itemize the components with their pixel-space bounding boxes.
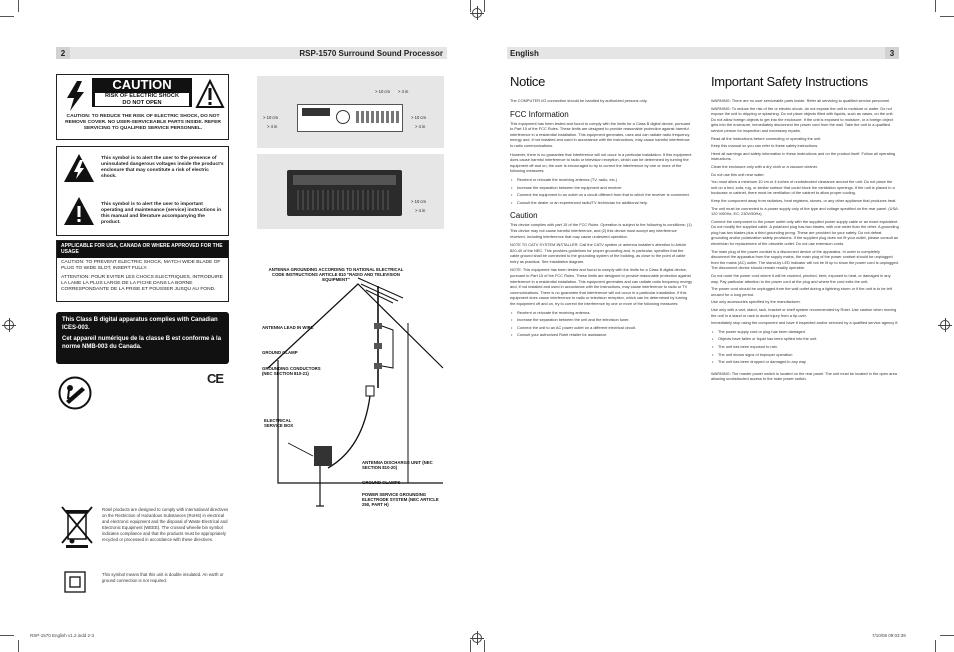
caution-p1: This device complies with part 15 of the FCC Rules. Operation is subject to the following to conditions: (1) This device may not cause harmful interference, and (2) this device must accept any interference received, including interference that may cause undesired operation. <box>510 222 692 239</box>
catv-paragraph: NOTE TO CATV SYSTEM INSTALLER: Call the CATV system or antenna installer's attention to Article 820-40 of the NEC. This provides guidelines for proper grounding and, in particular, specifies that the cable ground shall be connected to the grounding system of the building, as close to the point of cable entry as practical. See installation diagram. <box>510 242 687 264</box>
right-clearance-in: > 4 in <box>415 124 426 129</box>
fcc-bullet: • Increase the separation between the equipment and receiver <box>510 185 693 191</box>
note-bullet: • Consult your authorized Rotel retailer for assistance. <box>510 332 693 338</box>
ground-clamps-label: GROUND CLAMPS <box>362 480 401 485</box>
safety-paragraph: The power cord should be unplugged from the wall outlet during a lightning storm or if the unit is to be left unused for a long period. <box>711 286 892 297</box>
safety-paragraph: Immediately stop using the component and have it inspected and/or serviced by a qualified service agency if: <box>711 320 899 326</box>
right-clearance: > 10 cm <box>411 115 427 120</box>
crop-mark <box>935 640 936 652</box>
crop-mark <box>940 16 954 17</box>
applicable-box <box>56 240 229 302</box>
safety-bullet: • Objects have fallen or liquid has been spilled into the unit. <box>711 336 899 342</box>
side-clearance: > 10 cm <box>411 199 427 204</box>
fcc-bullet: • Reorient or relocate the receiving antenna (TV, radio, etc.) <box>510 177 693 183</box>
caution-sub1: RISK OF ELECTRIC SHOCK <box>95 93 189 100</box>
safety-paragraph: WARNING: To reduce the risk of fire or electric shock, do not expose the unit to moisture or water. Do not expose the unit to dripping or splashing. Do not place objects filled with liquids, such as vases, on the unit. Do not allow foreign objects to get into the enclosure. If the unit is exposed to moisture, or a foreign object gets into the enclosure, immediately disconnect the power cord from the wall. Take the unit to a qualified service person for inspection and necessary repairs. <box>711 105 894 133</box>
lightning-triangle-icon <box>63 153 95 183</box>
crop-mark <box>0 635 14 636</box>
antenna-lead-in-label: ANTENNA LEAD IN WIRE <box>262 325 314 330</box>
left-running-header: RSP-1570 Surround Sound Processor <box>299 48 443 58</box>
footer-left: RSP-1570 English v1.2.indd 2-3 <box>30 633 95 638</box>
fcc-p1: This equipment has been tested and found to comply with the limits for a Class B digital device, pursuant to Part 15 of the FCC Rules. These limits are designed to provide reasonable protection against harmful interference in a residential installation. This equipment generates, uses and can radiate radio frequency energy and, if not installed and used in accordance with the instructions, may cause harmful interference to radio communications. <box>510 120 691 148</box>
top-clearance-in: > 4 in <box>398 89 409 94</box>
footer-right: 7/10/08 09:03:39 <box>872 633 906 638</box>
safety-paragraph: You must allow a minimum 10 cm or 4 inches of unobstructed clearance around the unit. Do not place the unit on a bed, sofa, rug, or similar surface that could block the ventilation openings. If the unit is placed in a bookcase or cabinet, there must be ventilation of the cabinet to allow proper cooling. <box>711 179 895 196</box>
safety-final-warning: WARNING: The master power switch is located on the rear panel. The unit must be located in the open area allowing unobstructed access to the main power switch. <box>711 370 897 382</box>
unit-front-view <box>297 104 403 132</box>
exclamation-symbol-text: This symbol is to alert the user to important operating and maintenance (service) instructions in this manual and literature accompanying the product. <box>101 202 222 225</box>
caution-label-box <box>92 78 192 107</box>
crop-mark <box>470 640 471 652</box>
safety-paragraph: Keep the component away from radiators, heat registers, stoves, or any other appliance that produces heat. <box>711 197 897 203</box>
service-box-label: ELECTRICAL SERVICE BOX <box>264 418 294 429</box>
notice-title: Notice <box>510 74 546 89</box>
caution-box <box>56 74 229 140</box>
volume-knob <box>336 110 350 124</box>
applicable-head: APPLICABLE FOR USA, CANADA OR WHERE APPROVED FOR THE USAGE <box>57 241 228 258</box>
safety-paragraph: Keep this manual so you can refer to these safety instructions. <box>711 143 819 149</box>
bolt-symbol-text: This symbol is to alert the user to the presence of uninsulated dangerous voltages inside the product's enclosure that may constitute a risk of electric shock. <box>101 156 224 179</box>
safety-paragraph: Read all the instructions before connecting or operating the unit. <box>711 135 822 141</box>
safety-paragraph: Heed all warnings and safety information in these instructions and on the product itself. Follow all operating instructions. <box>711 150 896 162</box>
unit-vents <box>297 190 392 210</box>
caution-title: CAUTION <box>112 77 172 92</box>
grounding-conductors-label: GROUNDING CONDUCTORS (NEC SECTION 810-21) <box>262 366 321 377</box>
power-grounding-label: POWER SERVICE GROUNDING ELECTRODE SYSTEM (NEC ARTICLE 250, PART H) <box>362 492 439 508</box>
right-header-bar <box>507 47 899 59</box>
registration-mark-icon <box>472 633 482 643</box>
unit-top-panel <box>293 175 396 185</box>
crop-mark <box>0 16 14 17</box>
cart-tipover-icon <box>58 376 92 410</box>
safety-paragraph: The main plug of the power cordset is a disconnect device of the apparatus. In order to completely disconnect the apparatus from the supply mains, the main plug of the power cordset should be unplugged from the mains (AC) outlet. The stand-by LED indicator will not be lit up to show the power cord is unplugged. The disconnect device should remain readily operable. <box>711 248 899 271</box>
double-insulated-icon <box>64 571 86 593</box>
symbols-box <box>56 146 229 236</box>
crop-mark <box>935 0 936 12</box>
crossed-wheelie-bin-icon <box>60 505 94 549</box>
left-clearance-in: > 4 in <box>267 124 278 129</box>
unit-perspective-view <box>287 170 402 216</box>
lightning-bolt-icon <box>63 79 89 113</box>
left-clearance: > 10 cm <box>263 115 279 120</box>
safety-paragraph: WARNING: There are no user serviceable parts inside. Refer all servicing to qualified service personnel. <box>711 98 891 103</box>
crop-mark <box>470 0 471 12</box>
ce-mark: CE <box>207 371 224 386</box>
safety-paragraph: Do not use this unit near water. <box>711 171 765 177</box>
caution-sub2: DO NOT OPEN <box>95 100 189 107</box>
applicable-caution: CAUTION: TO PREVENT ELECTRIC SHOCK, MATCH WIDE BLADE OF PLUG TO WIDE SLOT, INSERT FULLY. <box>61 260 221 271</box>
side-clearance-in: > 4 in <box>415 208 426 213</box>
exclamation-triangle-icon <box>195 79 225 109</box>
right-running-header: English <box>510 48 539 58</box>
left-header-bar <box>56 47 447 59</box>
top-clearance: > 10 cm <box>375 89 391 94</box>
registration-mark-icon <box>472 8 482 18</box>
registration-mark-icon <box>4 320 14 330</box>
grounding-title: ANTENNA GROUNDING ACCORDING TO NATIONAL ELECTRICAL CODE INSTRUCTIONS ARTICLE 810 "RADIO AND TELEVISION EQUIPMENT" <box>268 267 404 283</box>
caution-title: Caution <box>510 211 538 221</box>
safety-paragraph: Use only accessories specified by the manufacturer. <box>711 299 801 305</box>
crop-mark <box>484 640 485 652</box>
front-buttons <box>356 111 400 123</box>
safety-paragraph: Do not route the power cord where it will be crushed, pinched, bent, exposed to heat, or damaged in any way. Pay particular attention to the power cord at the plug and where the cord exits the unit. <box>711 273 891 284</box>
safety-column <box>711 74 899 382</box>
fcc-bullet: • Consult the dealer or an experienced radio/TV technician for additional help. <box>510 200 693 206</box>
right-page-number: 3 <box>885 47 899 59</box>
left-page-number: 2 <box>56 47 70 59</box>
ground-clamp-label: GROUND CLAMP <box>262 350 298 355</box>
exclamation-triangle-icon <box>63 196 95 226</box>
safety-bullet: • The unit shows signs of improper operation <box>711 352 899 358</box>
note-paragraph: NOTE: This equipment has been tested and found to comply with the limits for a Class B digital device, pursuant to Part 15 of the FCC Rules. These limits are designed to provide reasonable protection against interference in a residential installation. This equipment generates and can radiate radio frequency energy and, if not installed and used in accordance with the instructions, may cause interference to radio or TV communications. There is no guarantee that interference will not occur in a particular installation. If this equipment does cause interference to radio or television reception, which can be determined by turning the equipment off and on, try to correct the interference by one or more of the following measures: <box>510 267 693 307</box>
caution-warning-text: CAUTION: TO REDUCE THE RISK OF ELECTRIC SHOCK, DO NOT REMOVE COVER. NO USER-SERVICEABLE PARTS INSIDE. REFER SERVICING TO QUALIFIED SERVICE PERSONNEL. <box>65 114 221 132</box>
discharge-unit-label: ANTENNA DISCHARGE UNIT (NEC SECTION 810-20) <box>362 460 433 471</box>
class-b-fr: Cet appareil numérique de la classe B est conforme à la norme NMB-003 du Canada. <box>62 336 222 350</box>
note-bullet: • Connect the unit to an AC power outlet on a different electrical circuit. <box>510 325 693 331</box>
safety-paragraph: Clean the enclosure only with a dry cloth or a vacuum cleaner. <box>711 163 819 169</box>
crop-mark <box>484 0 485 12</box>
crop-mark <box>940 635 954 636</box>
double-insulated-text: This symbol means that this unit is double insulated. An earth or ground connection is not required. <box>102 572 224 583</box>
note-bullet: • Reorient or relocate the receiving antenna. <box>510 310 693 316</box>
notice-column <box>510 74 693 338</box>
fcc-p2: However, there is no guarantee that interference will not occur in a particular installation. If this equipment does cause harmful interference to radio or television reception, which can be determined by turning the equipment off and on, the user is encouraged to try to correct the interference by one or more of the following measures: <box>510 151 692 174</box>
safety-bullet: • The power supply cord or plug has been damaged. <box>711 329 899 335</box>
notice-p1: The COMPUTER I/O connection should be handled by authorized persons only. <box>510 98 648 103</box>
clearance-diagram <box>257 76 444 229</box>
applicable-attention: ATTENTION: POUR EVITER LES CHOCS ELECTRIQUES, INTRODUIRE LA LAME LA PLUS LARGE DE LA FICHE DANS LA BORNE CORRESPONDANTE DE LA PRISE ET POUSSER JUSQU AU FOND. <box>61 275 223 292</box>
safety-title: Important Safety Instructions <box>711 74 868 89</box>
safety-paragraph: The unit must be connected to a power supply only of the type and voltage specified on the rear panel. (USA: 120 V/60Hz, EC: 230V/50Hz) <box>711 205 899 217</box>
class-b-en: This Class B digital apparatus complies with Canadian ICES-003. <box>62 317 218 331</box>
registration-mark-icon <box>940 320 950 330</box>
safety-paragraph: Use only with a cart, stand, rack, bracket or shelf system recommended by Rotel. Use caution when moving the unit in a stand or rack to avoid injury from a tip-over. <box>711 307 897 318</box>
crop-mark <box>18 0 19 12</box>
rohs-text: Rotel products are designed to comply with international directives on the Restriction of Hazardous Substances (RoHS) in electrical and electronic equipment and the disposal of Waste Electrical and Electronic Equipment (WEEE). The crossed wheelie bin symbol indicates compliance and that the products must be appropriately recycled or processed in accordance with these directives. <box>102 507 229 542</box>
front-display <box>302 108 330 116</box>
safety-bullet: • The unit has been dropped or damaged in any way <box>711 359 899 365</box>
crop-mark <box>18 640 19 652</box>
note-bullet: • Increase the separation between the unit and the television tuner. <box>510 317 693 323</box>
safety-paragraph: Connect the component to the power outlet only with the supplied power supply cable or an exact equivalent. Do not modify the supplied cable. A polarized plug has two blades, with one wider than the other. A grounding plug has two blades plus a third grounding prong. These are provided for your safety. Do not defeat grounding and/or polarization safety provisions. If the supplied plug does not fit your outlet, please consult an electrician for replacement of the obsolete outlet. Do not use extension cords. <box>711 218 899 247</box>
class-b-box <box>56 312 229 364</box>
fcc-bullet: • Connect the equipment to an outlet on a circuit different from that to which the receiver is connected. <box>510 192 693 198</box>
fcc-title: FCC Information <box>510 109 569 119</box>
safety-bullet: • The unit has been exposed to rain. <box>711 344 899 350</box>
